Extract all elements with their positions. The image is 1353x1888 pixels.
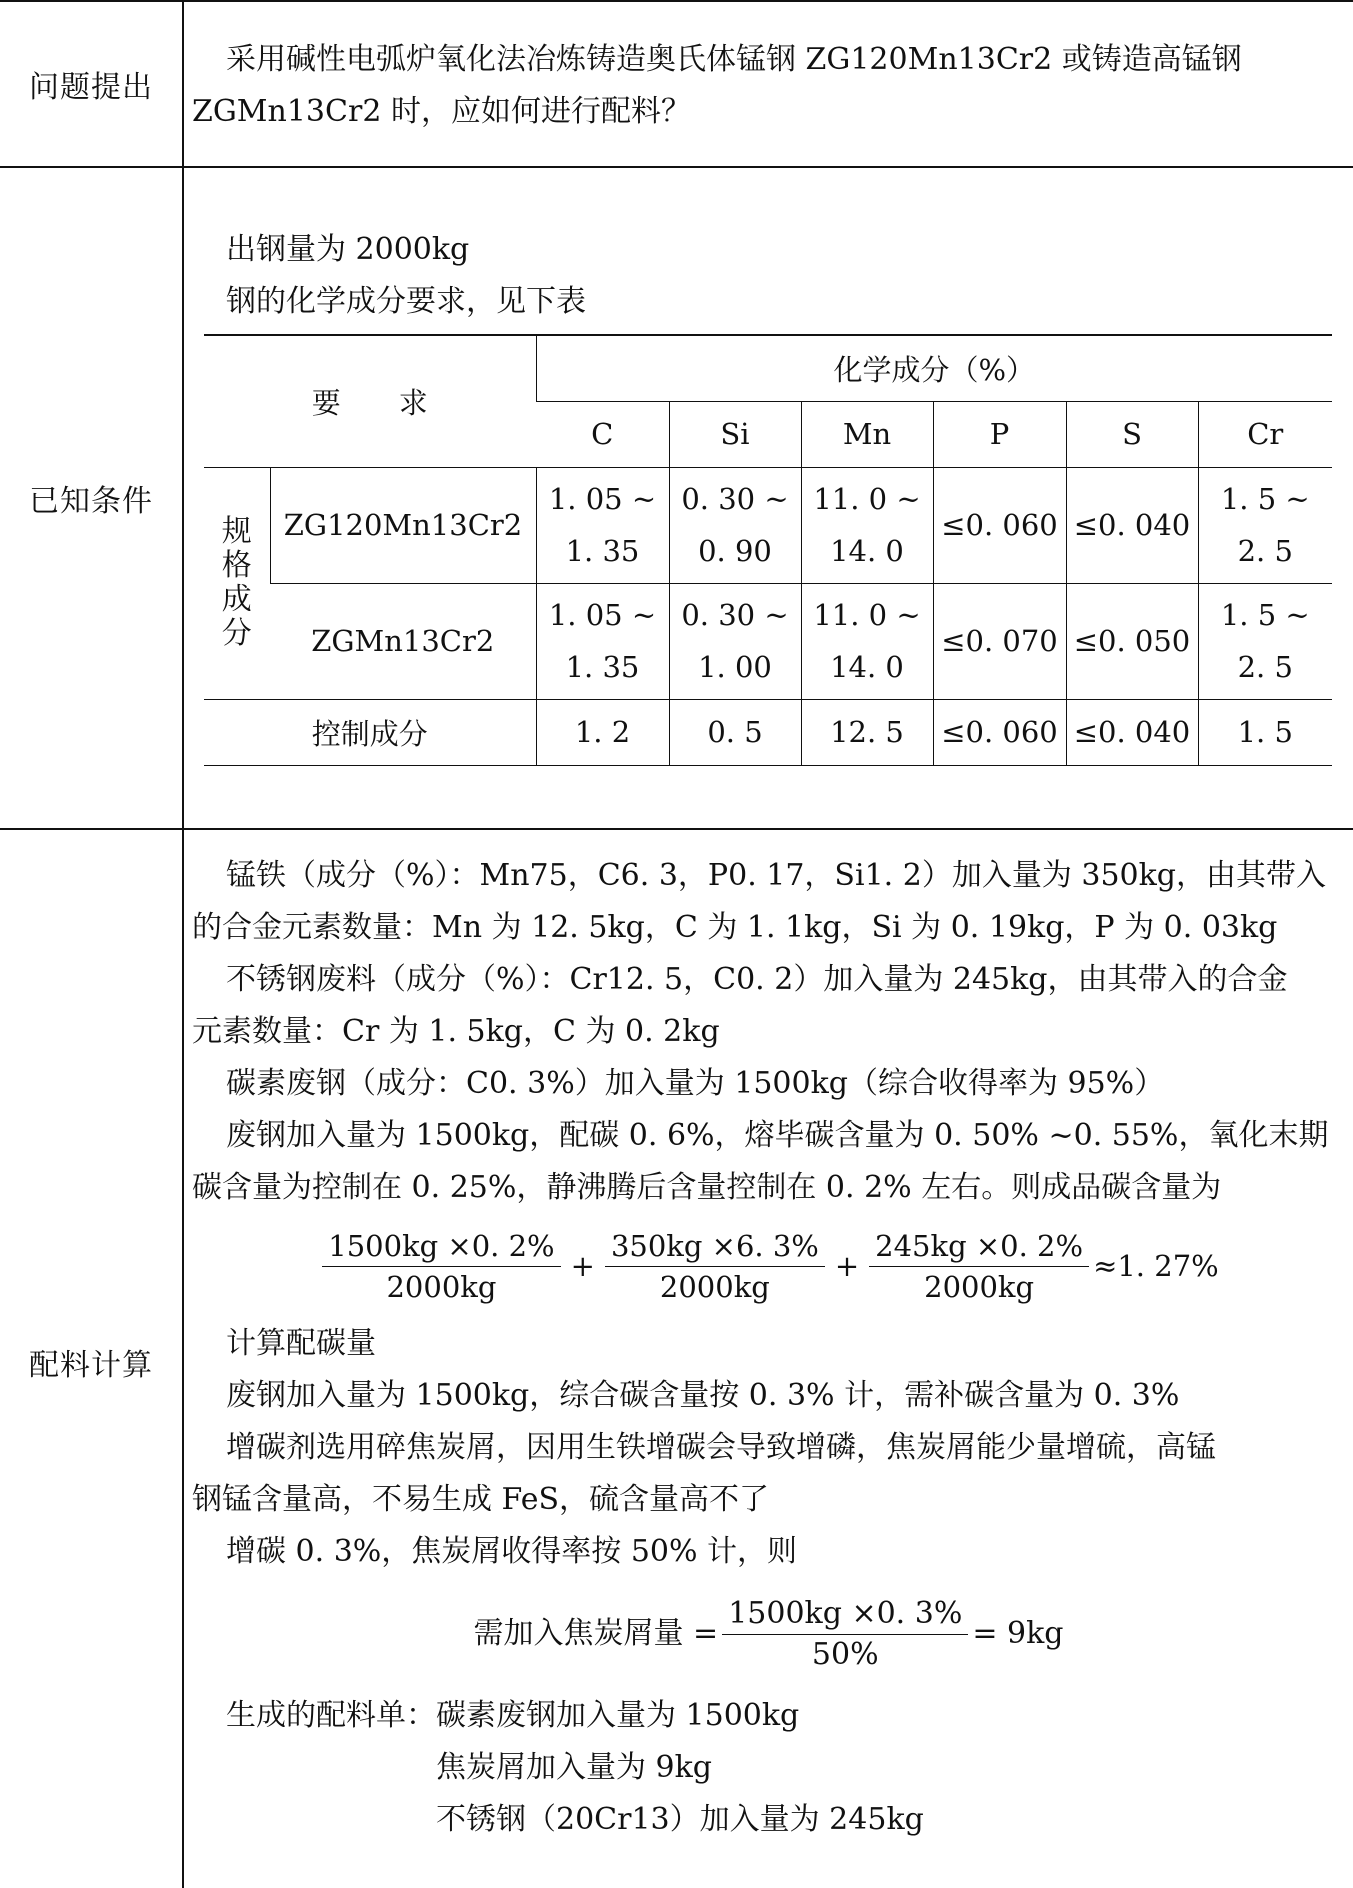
grade-value [536, 467, 669, 583]
batch-item: 不锈钢（20Cr13）加入量为 245kg [436, 1802, 924, 1837]
calc-p2-line2: 元素数量：Cr 为 1. 5kg，C 为 0. 2kg [192, 1014, 720, 1049]
formula-result: ≈1. 27% [1093, 1249, 1219, 1283]
calc-p7-line2: 钢锰含量高，不易生成 FeS，硫含量高不了 [192, 1482, 770, 1517]
control-value: 1. 5 [1198, 699, 1332, 765]
grade-value: ≤0. 070 [933, 583, 1066, 699]
grade-value [669, 583, 801, 699]
value-line: 14. 0 [830, 650, 904, 684]
plus-sign: + [570, 1249, 595, 1283]
question-label: 问题提出 [29, 70, 153, 105]
grade-value: ≤0. 040 [1066, 467, 1198, 583]
control-value: 0. 5 [669, 699, 801, 765]
plus-sign: + [834, 1249, 860, 1283]
element-header: P [933, 401, 1066, 467]
calc-p7-line1: 增碳剂选用碎焦炭屑，因用生铁增碳会导致增磷，焦炭屑能少量增硫，高锰 [226, 1430, 1216, 1465]
composition-header: 化学成分（%） [536, 335, 1332, 401]
spec-label-char: 规 [221, 514, 252, 549]
calc-p1-line1: 锰铁（成分（%）：Mn75，C6. 3，P0. 17，Si1. 2）加入量为 350kg，由其带入 [226, 858, 1327, 893]
grade-value [801, 467, 933, 583]
grade-name: ZGMn13Cr2 [270, 583, 536, 699]
value-line: 14. 0 [830, 534, 904, 568]
batch-item: 焦炭屑加入量为 9kg [436, 1750, 713, 1785]
value-line: 1. 35 [565, 534, 640, 568]
batch-list-items [436, 1690, 924, 1846]
grade-value [801, 583, 933, 699]
known-text [192, 224, 1345, 328]
spec-label [204, 467, 270, 699]
value-line: 1. 00 [698, 650, 772, 684]
value-line: 11. 0 ~ [813, 598, 921, 632]
calc-p4-line2: 碳含量为控制在 0. 25%，静沸腾后含量控制在 0. 2% 左右。则成品碳含量为 [192, 1170, 1222, 1205]
denominator: 2000kg [386, 1269, 497, 1304]
formula-result: = 9kg [972, 1616, 1064, 1651]
column-divider [182, 0, 184, 1888]
row-divider-1 [0, 166, 1353, 168]
question-line-2: ZGMn13Cr2 时，应如何进行配料？ [192, 94, 691, 129]
known-label: 已知条件 [29, 484, 153, 519]
value-line: 1. 5 ~ [1220, 598, 1310, 632]
value-line: 2. 5 [1237, 650, 1293, 684]
grade-value: ≤0. 050 [1066, 583, 1198, 699]
grade-value [1198, 583, 1332, 699]
numerator: 1500kg ×0. 3% [722, 1596, 968, 1635]
grade-value [536, 583, 669, 699]
denominator: 2000kg [924, 1269, 1035, 1304]
batch-item: 碳素废钢加入量为 1500kg [436, 1698, 800, 1733]
batch-list-prefix: 生成的配料单： [226, 1698, 436, 1733]
calc-p4-line1: 废钢加入量为 1500kg，配碳 0. 6%，熔毕碳含量为 0. 50% ~0. 55%，氧化末期 [226, 1118, 1329, 1153]
fraction [605, 1228, 825, 1305]
element-header: Si [669, 401, 801, 467]
numerator: 245kg ×0. 2% [869, 1228, 1089, 1267]
top-border [0, 0, 1353, 2]
numerator: 350kg ×6. 3% [605, 1228, 825, 1267]
value-line: 1. 5 ~ [1220, 482, 1310, 516]
fraction [869, 1228, 1089, 1305]
question-text [192, 34, 1345, 138]
grade-value [1198, 467, 1332, 583]
known-line-2: 钢的化学成分要求，见下表 [226, 284, 586, 319]
coke-formula [192, 1578, 1345, 1690]
calc-label: 配料计算 [29, 1348, 153, 1383]
row-divider-2 [0, 828, 1353, 830]
grade-value: ≤0. 060 [933, 467, 1066, 583]
calc-p2-line1: 不锈钢废料（成分（%）：Cr12. 5，C0. 2）加入量为 245kg，由其带入的合金 [226, 962, 1288, 997]
calc-p8: 增碳 0. 3%，焦炭屑收得率按 50% 计，则 [226, 1534, 798, 1569]
spec-label-char: 分 [221, 616, 252, 651]
control-value: 1. 2 [536, 699, 669, 765]
calc-p3: 碳素废钢（成分：C0. 3%）加入量为 1500kg（综合收得率为 95%） [226, 1066, 1165, 1101]
value-line: 1. 05 ~ [548, 598, 657, 632]
numerator: 1500kg ×0. 2% [322, 1228, 560, 1267]
denominator: 50% [811, 1636, 879, 1672]
calc-text [192, 850, 1345, 1846]
question-line-1: 采用碱性电弧炉氧化法冶炼铸造奥氏体锰钢 ZG120Mn13Cr2 或铸造高锰钢 [226, 42, 1242, 77]
grade-value [669, 467, 801, 583]
known-line-1: 出钢量为 2000kg [226, 232, 470, 267]
requirement-header: 要 求 [204, 335, 536, 467]
calc-p6: 废钢加入量为 1500kg，综合碳含量按 0. 3% 计，需补碳含量为 0. 3% [226, 1378, 1180, 1413]
carbon-formula [192, 1214, 1345, 1318]
formula-prefix: 需加入焦炭屑量 = [473, 1616, 719, 1651]
grade-name: ZG120Mn13Cr2 [270, 467, 536, 583]
control-label: 控制成分 [204, 699, 536, 765]
spec-label-char: 格 [221, 548, 252, 583]
value-line: 11. 0 ~ [813, 482, 921, 516]
control-value: ≤0. 040 [1066, 699, 1198, 765]
control-value: 12. 5 [801, 699, 933, 765]
value-line: 2. 5 [1237, 534, 1293, 568]
calc-p1-line2: 的合金元素数量：Mn 为 12. 5kg，C 为 1. 1kg，Si 为 0. 19kg，P 为 0. 03kg [192, 910, 1278, 945]
fraction [722, 1596, 968, 1673]
denominator: 2000kg [659, 1269, 770, 1304]
calc-p5: 计算配碳量 [226, 1326, 376, 1361]
batch-list [192, 1690, 1345, 1846]
value-line: 1. 35 [565, 650, 640, 684]
element-header: S [1066, 401, 1198, 467]
control-value: ≤0. 060 [933, 699, 1066, 765]
value-line: 0. 30 ~ [681, 598, 789, 632]
element-header: Cr [1198, 401, 1332, 467]
fraction [322, 1228, 560, 1305]
value-line: 1. 05 ~ [548, 482, 657, 516]
spec-label-char: 成 [221, 582, 252, 617]
value-line: 0. 90 [698, 534, 772, 568]
element-header: Mn [801, 401, 933, 467]
composition-table [204, 334, 1332, 766]
element-header: C [536, 401, 669, 467]
value-line: 0. 30 ~ [681, 482, 789, 516]
